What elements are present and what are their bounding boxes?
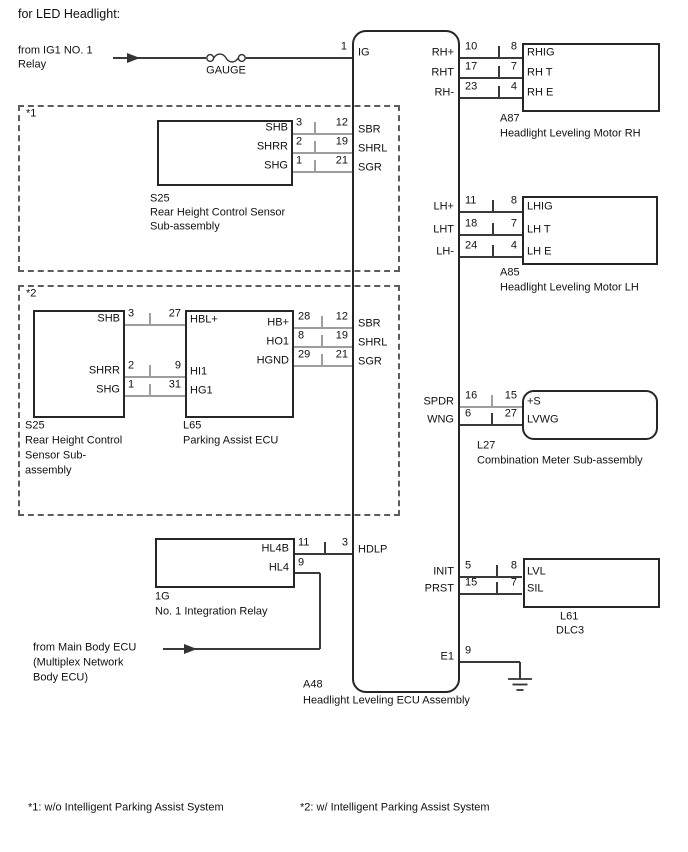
sensor2-pin-shb: SHB bbox=[97, 312, 120, 325]
ecu-pin-shrl-1: SHRL bbox=[358, 142, 388, 155]
ecu-pin-prst: PRST bbox=[424, 582, 454, 595]
wire-num: 2 bbox=[296, 135, 303, 148]
ecu-pin-init: INIT bbox=[433, 565, 454, 578]
wire-num: 8 bbox=[298, 329, 305, 342]
connector-tick bbox=[496, 582, 498, 594]
motor-rh-pin-rht: RH T bbox=[527, 66, 553, 79]
comp-ref-s25-2: S25 bbox=[25, 419, 45, 432]
wire-num: 7 bbox=[510, 576, 517, 589]
ecu-pin-rh-minus: RH- bbox=[434, 86, 454, 99]
wire-lht bbox=[460, 234, 522, 236]
wire-num: 6 bbox=[465, 407, 472, 420]
connector-tick bbox=[498, 66, 500, 78]
ecu-pin-lht: LHT bbox=[433, 223, 454, 236]
wire-rht bbox=[460, 77, 522, 79]
ground-icon bbox=[505, 676, 535, 696]
ecu-pin-wng: WNG bbox=[427, 413, 454, 426]
src-label-main-body-line3: Body ECU) bbox=[33, 671, 89, 684]
comp-ref-l61: L61 bbox=[560, 610, 579, 623]
wire-lh-minus bbox=[460, 256, 522, 258]
wire-e1-ground bbox=[519, 662, 521, 679]
wire-e1-ground bbox=[460, 661, 520, 663]
wire-num: 7 bbox=[510, 60, 517, 73]
comp-ref-a85: A85 bbox=[500, 266, 520, 279]
comp-name-a85: Headlight Leveling Motor LH bbox=[500, 281, 639, 294]
comp-name-s25-1-line1: Rear Height Control Sensor bbox=[150, 206, 286, 219]
sensor2-pin-shg: SHG bbox=[96, 383, 120, 396]
wire-hl4 bbox=[295, 572, 320, 574]
ecu-pin-sbr-1: SBR bbox=[358, 123, 381, 136]
connector-tick bbox=[324, 542, 326, 554]
wire-num: 8 bbox=[510, 40, 517, 53]
l65-pin-ho1: HO1 bbox=[266, 335, 289, 348]
ecu-pin-rh-plus: RH+ bbox=[431, 46, 454, 59]
wire-num: 2 bbox=[128, 359, 135, 372]
option-region-1 bbox=[18, 105, 400, 272]
sensor1-pin-shg: SHG bbox=[264, 159, 288, 172]
option-tag-2: *2 bbox=[26, 287, 37, 300]
wire-rh-plus bbox=[460, 57, 522, 59]
ecu-pin-sbr-2: SBR bbox=[358, 317, 381, 330]
wire-num: 23 bbox=[465, 80, 478, 93]
wire-num: 10 bbox=[465, 40, 478, 53]
connector-tick bbox=[492, 245, 494, 257]
ecu-pin-lh-plus: LH+ bbox=[433, 200, 454, 213]
l65-pin-hbl-plus: HBL+ bbox=[190, 313, 218, 326]
wire-num: 19 bbox=[335, 135, 348, 148]
dlc3-pin-lvl: LVL bbox=[527, 565, 546, 578]
comp-ref-a87: A87 bbox=[500, 112, 520, 125]
option-tag-1: *1 bbox=[26, 107, 37, 120]
wire-num: 29 bbox=[298, 348, 311, 361]
connector-tick bbox=[496, 565, 498, 577]
ecu-pin-ig: IG bbox=[358, 46, 370, 59]
l65-pin-hg1: HG1 bbox=[190, 384, 213, 397]
wire-num: 21 bbox=[335, 154, 348, 167]
wire-num: 24 bbox=[465, 239, 478, 252]
footnote-1: *1: w/o Intelligent Parking Assist System bbox=[28, 801, 224, 814]
comp-name-l65: Parking Assist ECU bbox=[183, 434, 279, 447]
connector-tick bbox=[498, 86, 500, 98]
connector-tick bbox=[492, 223, 494, 235]
wire-hl4 bbox=[319, 573, 321, 649]
l65-pin-hi1: HI1 bbox=[190, 365, 208, 378]
wire-num: 3 bbox=[341, 536, 348, 549]
comp-name-s25-2-line1: Rear Height Control bbox=[25, 434, 123, 447]
ecu-pin-sgr-1: SGR bbox=[358, 161, 382, 174]
wire-num: 11 bbox=[465, 194, 477, 207]
wire-num: 9 bbox=[298, 556, 305, 569]
l65-pin-hb-plus: HB+ bbox=[267, 316, 289, 329]
connector-tick bbox=[491, 395, 493, 407]
wire-num: 18 bbox=[465, 217, 478, 230]
comp-ref-l27: L27 bbox=[477, 439, 496, 452]
wire-prst bbox=[460, 593, 522, 595]
src-label-ig1-relay-line2: Relay bbox=[18, 58, 47, 71]
comp-name-l61: DLC3 bbox=[556, 624, 585, 637]
wire-num: 28 bbox=[298, 310, 311, 323]
connector-tick bbox=[491, 413, 493, 425]
relay1g-pin-hl4b: HL4B bbox=[261, 542, 289, 555]
arrow-from-main-body-ecu bbox=[184, 644, 197, 654]
wire-num: 19 bbox=[335, 329, 348, 342]
comp-ref-1g: 1G bbox=[155, 590, 170, 603]
comp-name-1g: No. 1 Integration Relay bbox=[155, 605, 268, 618]
ecu-pin-spdr: SPDR bbox=[423, 395, 454, 408]
motor-rh-pin-rhig: RHIG bbox=[527, 46, 555, 59]
page-title: for LED Headlight: bbox=[18, 6, 121, 21]
comp-name-s25-2-line2: Sensor Sub- bbox=[25, 449, 87, 462]
wire-num: 15 bbox=[465, 576, 478, 589]
wire-num: 12 bbox=[335, 310, 348, 323]
motor-lh-pin-lhig: LHIG bbox=[527, 200, 553, 213]
dlc3-pin-sil: SIL bbox=[527, 582, 544, 595]
wire-num: 3 bbox=[296, 116, 303, 129]
fuse-label-gauge: GAUGE bbox=[206, 64, 246, 77]
wire-num: 15 bbox=[504, 389, 517, 402]
wire-num: 12 bbox=[335, 116, 348, 129]
wire-num: 9 bbox=[174, 359, 181, 372]
wire-num: 5 bbox=[465, 559, 472, 572]
comp-name-a87: Headlight Leveling Motor RH bbox=[500, 127, 641, 140]
sensor1-pin-shrr: SHRR bbox=[256, 140, 288, 153]
wire-num: 4 bbox=[510, 80, 517, 93]
sensor2-pin-shrr: SHRR bbox=[88, 364, 120, 377]
comp-ref-a48: A48 bbox=[303, 678, 323, 691]
comp-name-s25-1-line2: Sub-assembly bbox=[150, 220, 220, 233]
wire-num: 9 bbox=[465, 644, 472, 657]
comp-ref-l65: L65 bbox=[183, 419, 202, 432]
wire-rh-minus bbox=[460, 97, 522, 99]
wire-num: 3 bbox=[128, 307, 135, 320]
comp-name-l27: Combination Meter Sub-assembly bbox=[477, 454, 643, 467]
ecu-pin-shrl-2: SHRL bbox=[358, 336, 388, 349]
ecu-pin-hdlp: HDLP bbox=[358, 543, 388, 556]
wire-num: 1 bbox=[340, 40, 347, 53]
meter-pin-lvwg: LVWG bbox=[527, 413, 559, 426]
relay1g-pin-hl4: HL4 bbox=[268, 561, 289, 574]
src-label-ig1-relay-line1: from IG1 NO. 1 bbox=[18, 44, 93, 57]
wire-num: 8 bbox=[510, 194, 517, 207]
ecu-pin-sgr-2: SGR bbox=[358, 355, 382, 368]
src-label-main-body-line1: from Main Body ECU bbox=[33, 641, 137, 654]
wire-num: 1 bbox=[296, 154, 303, 167]
motor-lh-pin-lhe: LH E bbox=[527, 245, 552, 258]
wire-num: 11 bbox=[298, 536, 310, 549]
comp-name-s25-2-line3: assembly bbox=[25, 464, 72, 477]
comp-ref-s25-1: S25 bbox=[150, 192, 170, 205]
ecu-pin-lh-minus: LH- bbox=[436, 245, 454, 258]
ecu-pin-e1: E1 bbox=[440, 650, 454, 663]
wire-num: 31 bbox=[168, 378, 181, 391]
src-label-main-body-line2: (Multiplex Network bbox=[33, 656, 124, 669]
comp-name-a48: Headlight Leveling ECU Assembly bbox=[303, 694, 470, 707]
wire-ig bbox=[246, 57, 352, 59]
wire-num: 7 bbox=[510, 217, 517, 230]
wire-num: 16 bbox=[465, 389, 478, 402]
footnote-2: *2: w/ Intelligent Parking Assist System bbox=[300, 801, 490, 814]
arrow-from-ig1-relay bbox=[127, 53, 140, 63]
ecu-pin-rht: RHT bbox=[431, 66, 454, 79]
connector-tick bbox=[498, 46, 500, 58]
wire-num: 27 bbox=[504, 407, 517, 420]
wire-num: 17 bbox=[465, 60, 478, 73]
l65-pin-hgnd: HGND bbox=[256, 354, 289, 367]
meter-pin-plus-s: +S bbox=[527, 395, 541, 408]
motor-lh-pin-lht: LH T bbox=[527, 223, 551, 236]
wire-num: 1 bbox=[128, 378, 135, 391]
wire-lh-plus bbox=[460, 211, 522, 213]
sensor1-pin-shb: SHB bbox=[265, 121, 288, 134]
motor-rh-pin-rhe: RH E bbox=[527, 86, 554, 99]
wire-num: 8 bbox=[510, 559, 517, 572]
wire-num: 27 bbox=[168, 307, 181, 320]
wire-num: 21 bbox=[335, 348, 348, 361]
wire-num: 4 bbox=[510, 239, 517, 252]
connector-tick bbox=[492, 200, 494, 212]
